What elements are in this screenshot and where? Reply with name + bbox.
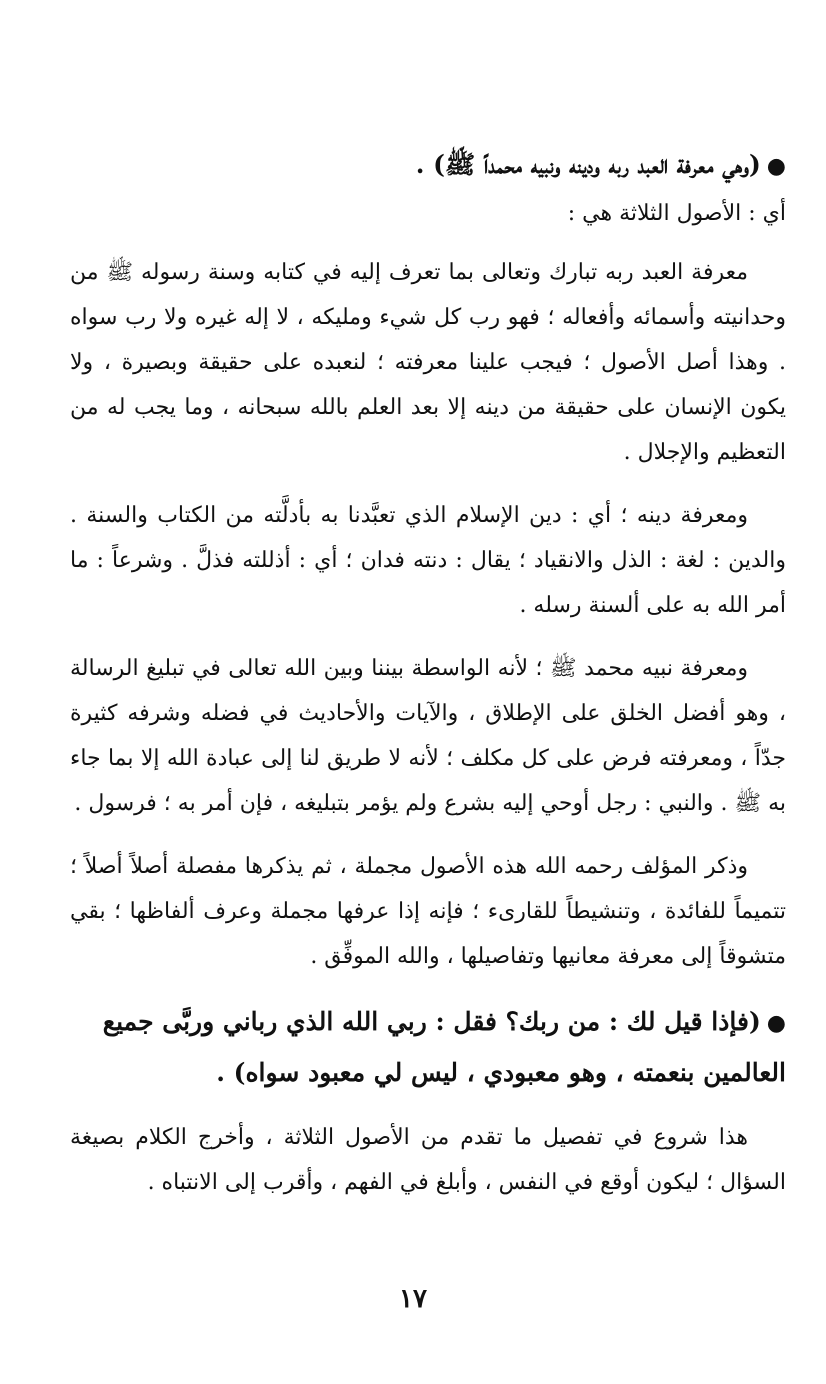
- paragraph-author-note: وذكر المؤلف رحمه الله هذه الأصول مجملة ، ثم يذكرها مفصلة أصلاً أصلاً ؛ تتميماً للفائدة ، وتنشيطاً للقارىء ؛ فإنه إذا عرفها مجملة وعرف ألفاظها ؛ بقي متشوقاً إلى معرفة معانيها وتفاصيلها ، والله الموفِّق .: [70, 854, 786, 969]
- heading-matn-1: [70, 140, 786, 191]
- paragraph-knowing-lord: معرفة العبد ربه تبارك وتعالى بما تعرف إليه في كتابه وسنة رسوله ﷺ من وحدانيته وأسمائه وأفعاله ؛ فهو رب كل شيء ومليكه ، لا إله غيره ولا رب سواه . وهذا أصل الأصول ؛ فيجب علينا معرفته ؛ لنعبده على حقيقة وبصيرة ، ولا يكون الإنسان على حقيقة من دينه إلا بعد العلم بالله سبحانه ، وما يجب له من التعظيم والإجلال .: [70, 260, 786, 465]
- heading-matn-2: [70, 997, 786, 1097]
- subheading-text: أي : الأصول الثلاثة هي :: [567, 201, 786, 226]
- bullet-icon: ●: [766, 153, 786, 179]
- heading-text: (وهي معرفة العبد ربه ودينه ونبيه محمداً ﷺ) .: [415, 150, 761, 179]
- page-number: ١٧: [399, 1284, 427, 1314]
- heading-text: (فإذا قيل لك : من ربك؟ فقل : ربي الله الذي رباني وربَّى جميع العالمين بنعمته ، وهو معبودي ، ليس لي معبود سواه) .: [102, 1007, 786, 1087]
- paragraph-explanation: هذا شروع في تفصيل ما تقدم من الأصول الثلاثة ، وأخرج الكلام بصيغة السؤال ؛ ليكون أوقع في النفس ، وأبلغ في الفهم ، وأقرب إلى الانتباه .: [70, 1125, 786, 1195]
- paragraph-knowing-religion: ومعرفة دينه ؛ أي : دين الإسلام الذي تعبَّدنا به بأدلَّته من الكتاب والسنة . والدين : لغة : الذل والانقياد ؛ يقال : دنته فدان ؛ أي : أذللته فذلَّ . وشرعاً : ما أمر الله به على ألسنة رسله .: [70, 503, 786, 618]
- paragraph-knowing-prophet: ومعرفة نبيه محمد ﷺ ؛ لأنه الواسطة بيننا وبين الله تعالى في تبليغ الرسالة ، وهو أفضل الخلق على الإطلاق ، والآيات والأحاديث في فضله وشرفه كثيرة جدّاً ، ومعرفته فرض على كل مكلف ؛ لأنه لا طريق لنا إلى عبادة الله إلا بما جاء به ﷺ . والنبي : رجل أوحي إليه بشرع ولم يؤمر بتبليغه ، فإن أمر به ؛ فرسول .: [70, 656, 786, 816]
- bullet-icon: ●: [766, 1010, 786, 1036]
